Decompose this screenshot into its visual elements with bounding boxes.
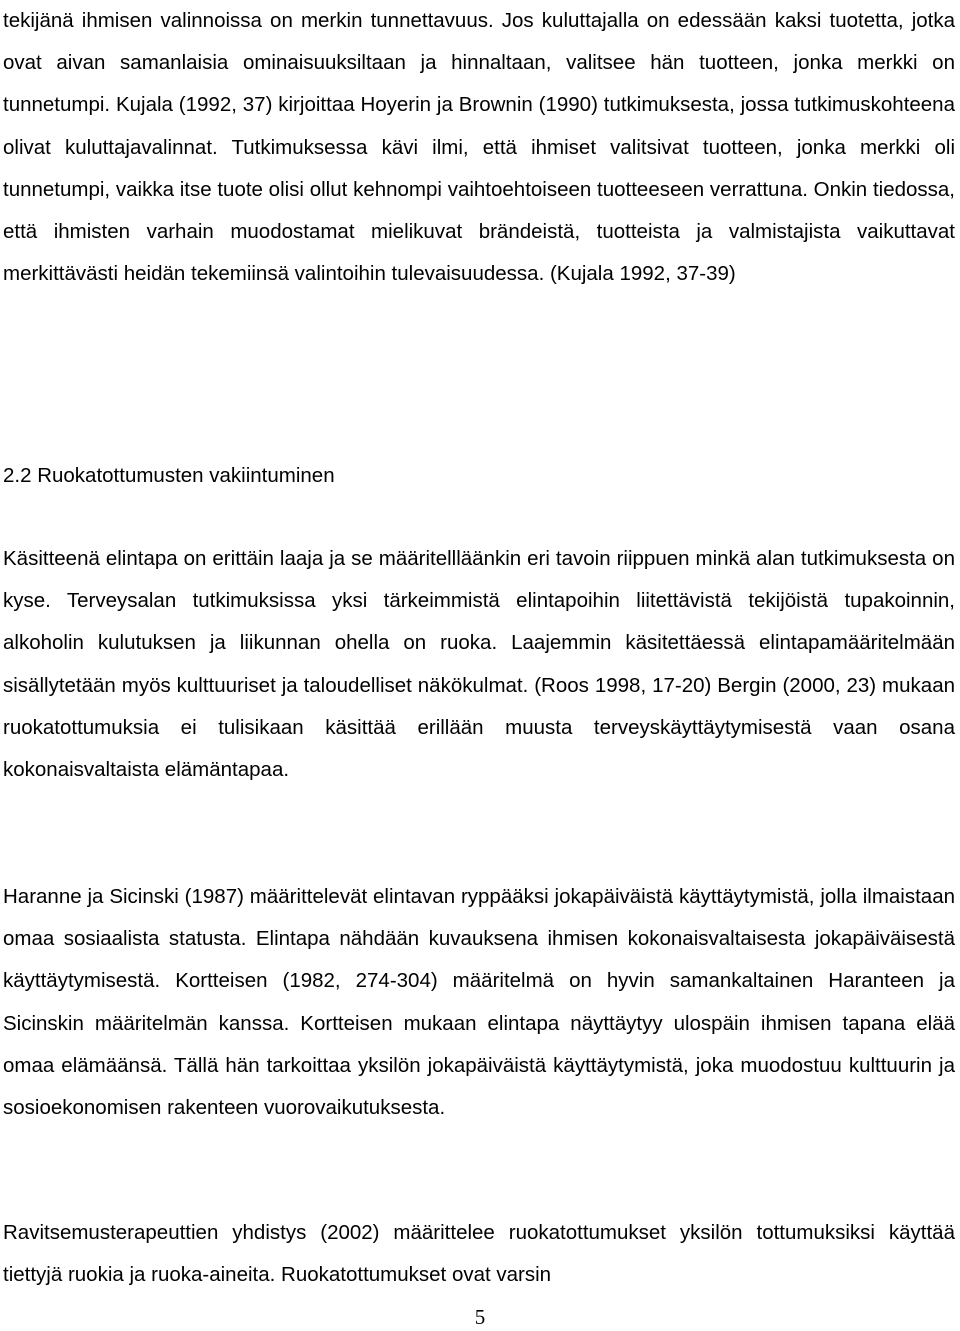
paragraph-lifestyle-definitions: Haranne ja Sicinski (1987) määrittelevät elintavan ryppääksi jokapäiväistä käyttäytymistä, jolla ilmaistaan omaa sosiaalista statusta. Elintapa nähdään kuvauksena ihmisen kokonaisvaltaisesta jokapäiväisestä käyttäytymisestä. Kortteisen (1982, 274-304) määritelmä on hyvin samankaltainen Haranteen ja Sicinskin määritelmän kanssa. Kortteisen mukaan elintapa näyttäytyy ulospäin ihmisen tapana elää omaa elämäänsä. Tällä hän tarkoittaa yksilön jokapäiväistä käyttäytymistä, joka muodostuu kulttuurin ja sosioekonomisen rakenteen vuorovaikutuksesta.: [3, 885, 955, 1120]
paragraph-brand-awareness: tekijänä ihmisen valinnoissa on merkin tunnettavuus. Jos kuluttajalla on edessään kaksi tuotetta, jotka ovat aivan samanlaisia ominaisuuksiltaan ja hinnaltaan, valitsee hän tuotteen, jonka merkki on tunnetumpi. Kujala (1992, 37) kirjoittaa Hoyerin ja Brownin (1990) tutkimuksesta, jossa tutkimuskohteena olivat kuluttajavalinnat. Tutkimuksessa kävi ilmi, että ihmiset valitsivat tuotteen, jonka merkki oli tunnetumpi, vaikka itse tuote olisi ollut kehnompi vaihtoehtoiseen tuotteeseen verrattuna. Onkin tiedossa, että ihmisten varhain muodostamat mielikuvat brändeistä, tuotteista ja valmistajista vaikuttavat merkittävästi heidän tekemiinsä valintoihin tulevaisuudessa. (Kujala 1992, 37-39): [3, 9, 955, 286]
paragraph-food-habits: Ravitsemusterapeuttien yhdistys (2002) määrittelee ruokatottumukset yksilön tottumuksiksi käyttää tiettyjä ruokia ja ruoka-aineita. Ruokatottumukset ovat varsin: [3, 1221, 955, 1287]
section-heading: 2.2 Ruokatottumusten vakiintuminen: [3, 464, 335, 487]
paragraph-lifestyle-concept: Käsitteenä elintapa on erittäin laaja ja se määritellläänkin eri tavoin riippuen minkä alan tutkimuksesta on kyse. Terveysalan tutkimuksissa yksi tärkeimmistä elintapoihin liitettävistä tekijöistä tupakoinnin, alkoholin kulutuksen ja liikunnan ohella on ruoka. Laajemmin käsitettäessä elintapamääritelmään sisällytetään myös kulttuuriset ja taloudelliset näkökulmat. (Roos 1998, 17-20) Bergin (2000, 23) mukaan ruokatottumuksia ei tulisikaan käsittää erillään muusta terveyskäyttäytymisestä vaan osana kokonaisvaltaista elämäntapaa.: [3, 547, 955, 782]
page-number: 5: [474, 1305, 486, 1329]
